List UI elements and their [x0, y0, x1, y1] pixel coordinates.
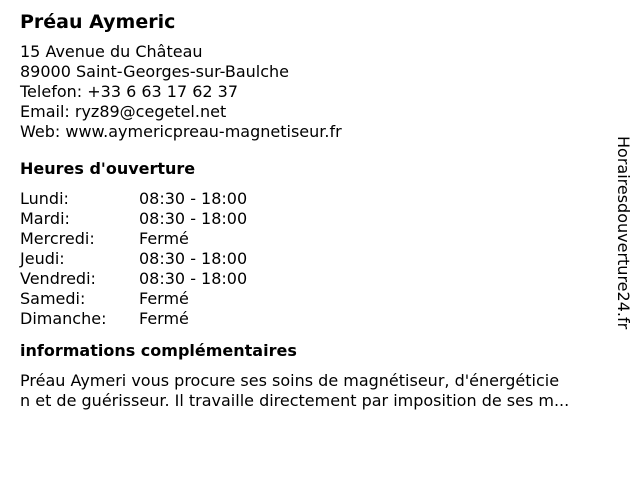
day-hours: Fermé: [139, 289, 189, 308]
hours-row-sunday: [20, 309, 620, 329]
day-hours: 08:30 - 18:00: [139, 269, 248, 288]
info-title: informations complémentaires: [20, 341, 297, 360]
watermark-text: Horairesdouverture24.fr: [614, 136, 633, 330]
day-label: Dimanche:: [20, 309, 107, 328]
day-hours: Fermé: [139, 229, 189, 248]
web-line: Web: www.aymericpreau-magnetiseur.fr: [20, 122, 342, 141]
business-card: [20, 8, 620, 411]
hours-row-saturday: [20, 289, 620, 309]
info-description: [20, 371, 620, 411]
hours-row-friday: [20, 269, 620, 289]
day-label: Lundi:: [20, 189, 69, 208]
watermark: [612, 136, 634, 346]
address-city: 89000 Saint-Georges-sur-Baulche: [20, 62, 289, 81]
day-hours: Fermé: [139, 309, 189, 328]
business-name: Préau Aymeric: [20, 11, 176, 33]
hours-row-monday: [20, 189, 620, 209]
day-hours: 08:30 - 18:00: [139, 209, 248, 228]
day-hours: 08:30 - 18:00: [139, 189, 248, 208]
day-label: Mercredi:: [20, 229, 95, 248]
phone-line: Telefon: +33 6 63 17 62 37: [20, 82, 239, 101]
address-street: 15 Avenue du Château: [20, 42, 203, 61]
day-hours: 08:30 - 18:00: [139, 249, 248, 268]
description-line: Préau Aymeri vous procure ses soins de magnétiseur, d'énergéticie: [20, 371, 560, 390]
hours-row-thursday: [20, 249, 620, 269]
day-label: Vendredi:: [20, 269, 96, 288]
hours-row-tuesday: [20, 209, 620, 229]
email-line: Email: ryz89@cegetel.net: [20, 102, 227, 121]
hours-table: [20, 189, 620, 329]
description-line: n et de guérisseur. Il travaille directement par imposition de ses m...: [20, 391, 570, 410]
hours-row-wednesday: [20, 229, 620, 249]
day-label: Jeudi:: [20, 249, 65, 268]
hours-title: Heures d'ouverture: [20, 159, 196, 178]
day-label: Samedi:: [20, 289, 86, 308]
day-label: Mardi:: [20, 209, 70, 228]
